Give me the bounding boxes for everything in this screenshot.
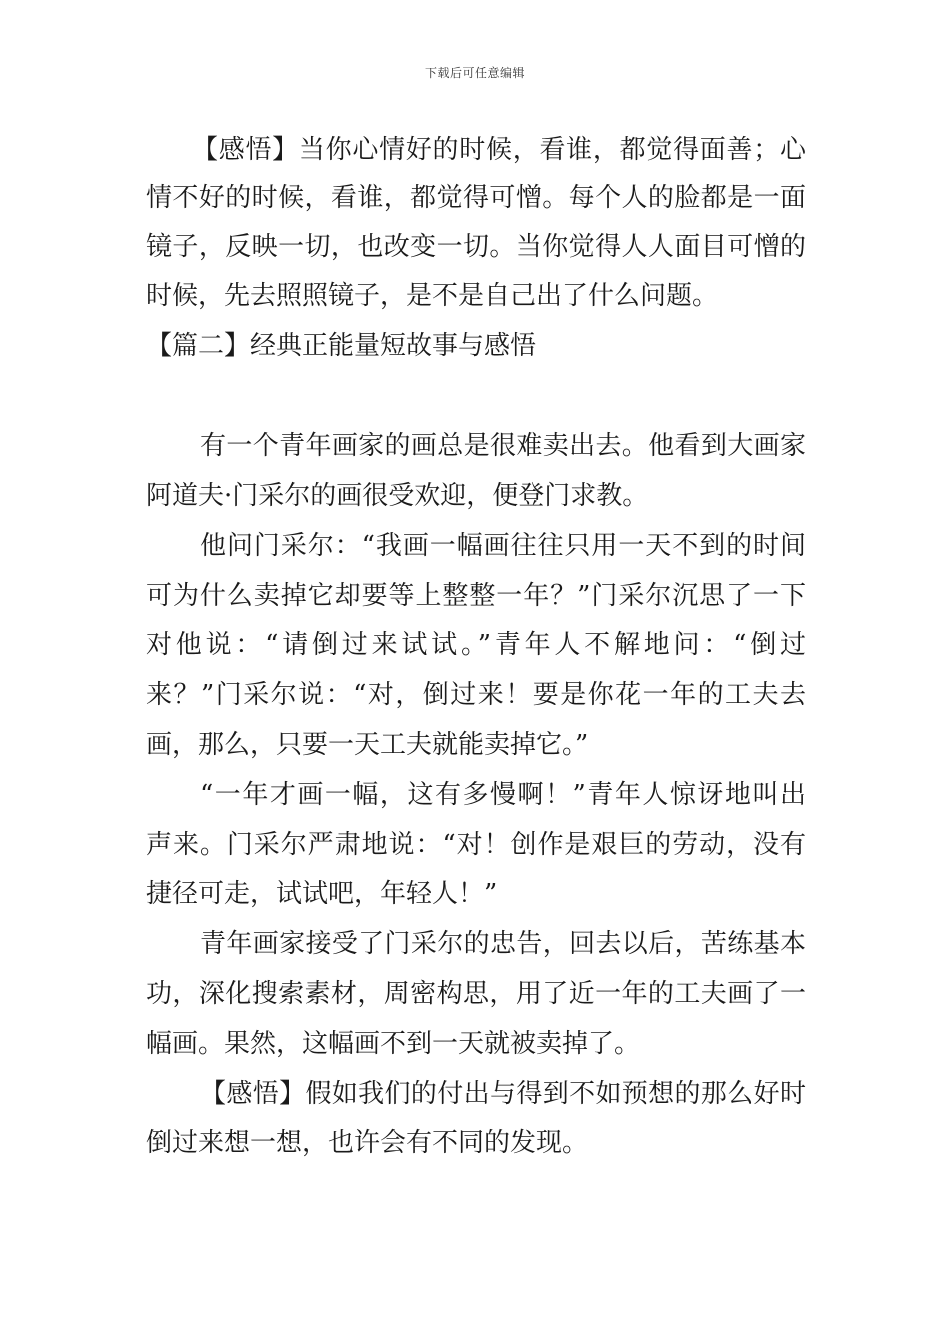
paragraph-line: “一年才画一幅，这有多慢啊！”青年人惊讶地叫出 — [200, 780, 806, 810]
paragraph-line: 来？”门采尔说：“对，倒过来！要是你花一年的工夫去 — [146, 680, 806, 710]
paragraph-line: 镜子，反映一切，也改变一切。当你觉得人人面目可憎的 — [146, 232, 806, 262]
paragraph-line: 捷径可走，试试吧，年轻人！” — [146, 879, 498, 909]
paragraph-line: 对他说：“请倒过来试试。”青年人不解地问：“倒过 — [146, 630, 806, 660]
paragraph-line: 倒过来想一想，也许会有不同的发现。 — [146, 1128, 589, 1158]
paragraph-line: 情不好的时候，看谁，都觉得可憎。每个人的脸都是一面 — [146, 183, 806, 213]
paragraph-line: 可为什么卖掉它却要等上整整一年？”门采尔沉思了一下 — [146, 581, 806, 611]
paragraph-line: 时候，先去照照镜子，是不是自己出了什么问题。 — [146, 281, 719, 311]
paragraph-line: 幅画。果然，这幅画不到一天就被卖掉了。 — [146, 1029, 641, 1059]
page-header: 下载后可任意编辑 — [424, 66, 525, 80]
section-heading: 【篇二】经典正能量短故事与感悟 — [146, 331, 537, 361]
paragraph-line: 有一个青年画家的画总是很难卖出去。他看到大画家 — [200, 431, 806, 461]
paragraph-line: 【感悟】当你心情好的时候，看谁，都觉得面善；心 — [192, 135, 806, 165]
paragraph-line: 阿道夫·门采尔的画很受欢迎，便登门求教。 — [146, 481, 649, 511]
paragraph-line: 他问门采尔：“我画一幅画往往只用一天不到的时间 — [200, 531, 806, 561]
paragraph-line: 青年画家接受了门采尔的忠告，回去以后，苦练基本 — [200, 929, 806, 959]
paragraph-line: 声来。门采尔严肃地说：“对！创作是艰巨的劳动，没有 — [146, 830, 806, 860]
paragraph-line: 功，深化搜索素材，周密构思，用了近一年的工夫画了一 — [146, 979, 806, 1009]
paragraph-line: 【感悟】假如我们的付出与得到不如预想的那么好时 — [200, 1079, 806, 1109]
paragraph-line: 画，那么，只要一天工夫就能卖掉它。” — [146, 730, 589, 760]
